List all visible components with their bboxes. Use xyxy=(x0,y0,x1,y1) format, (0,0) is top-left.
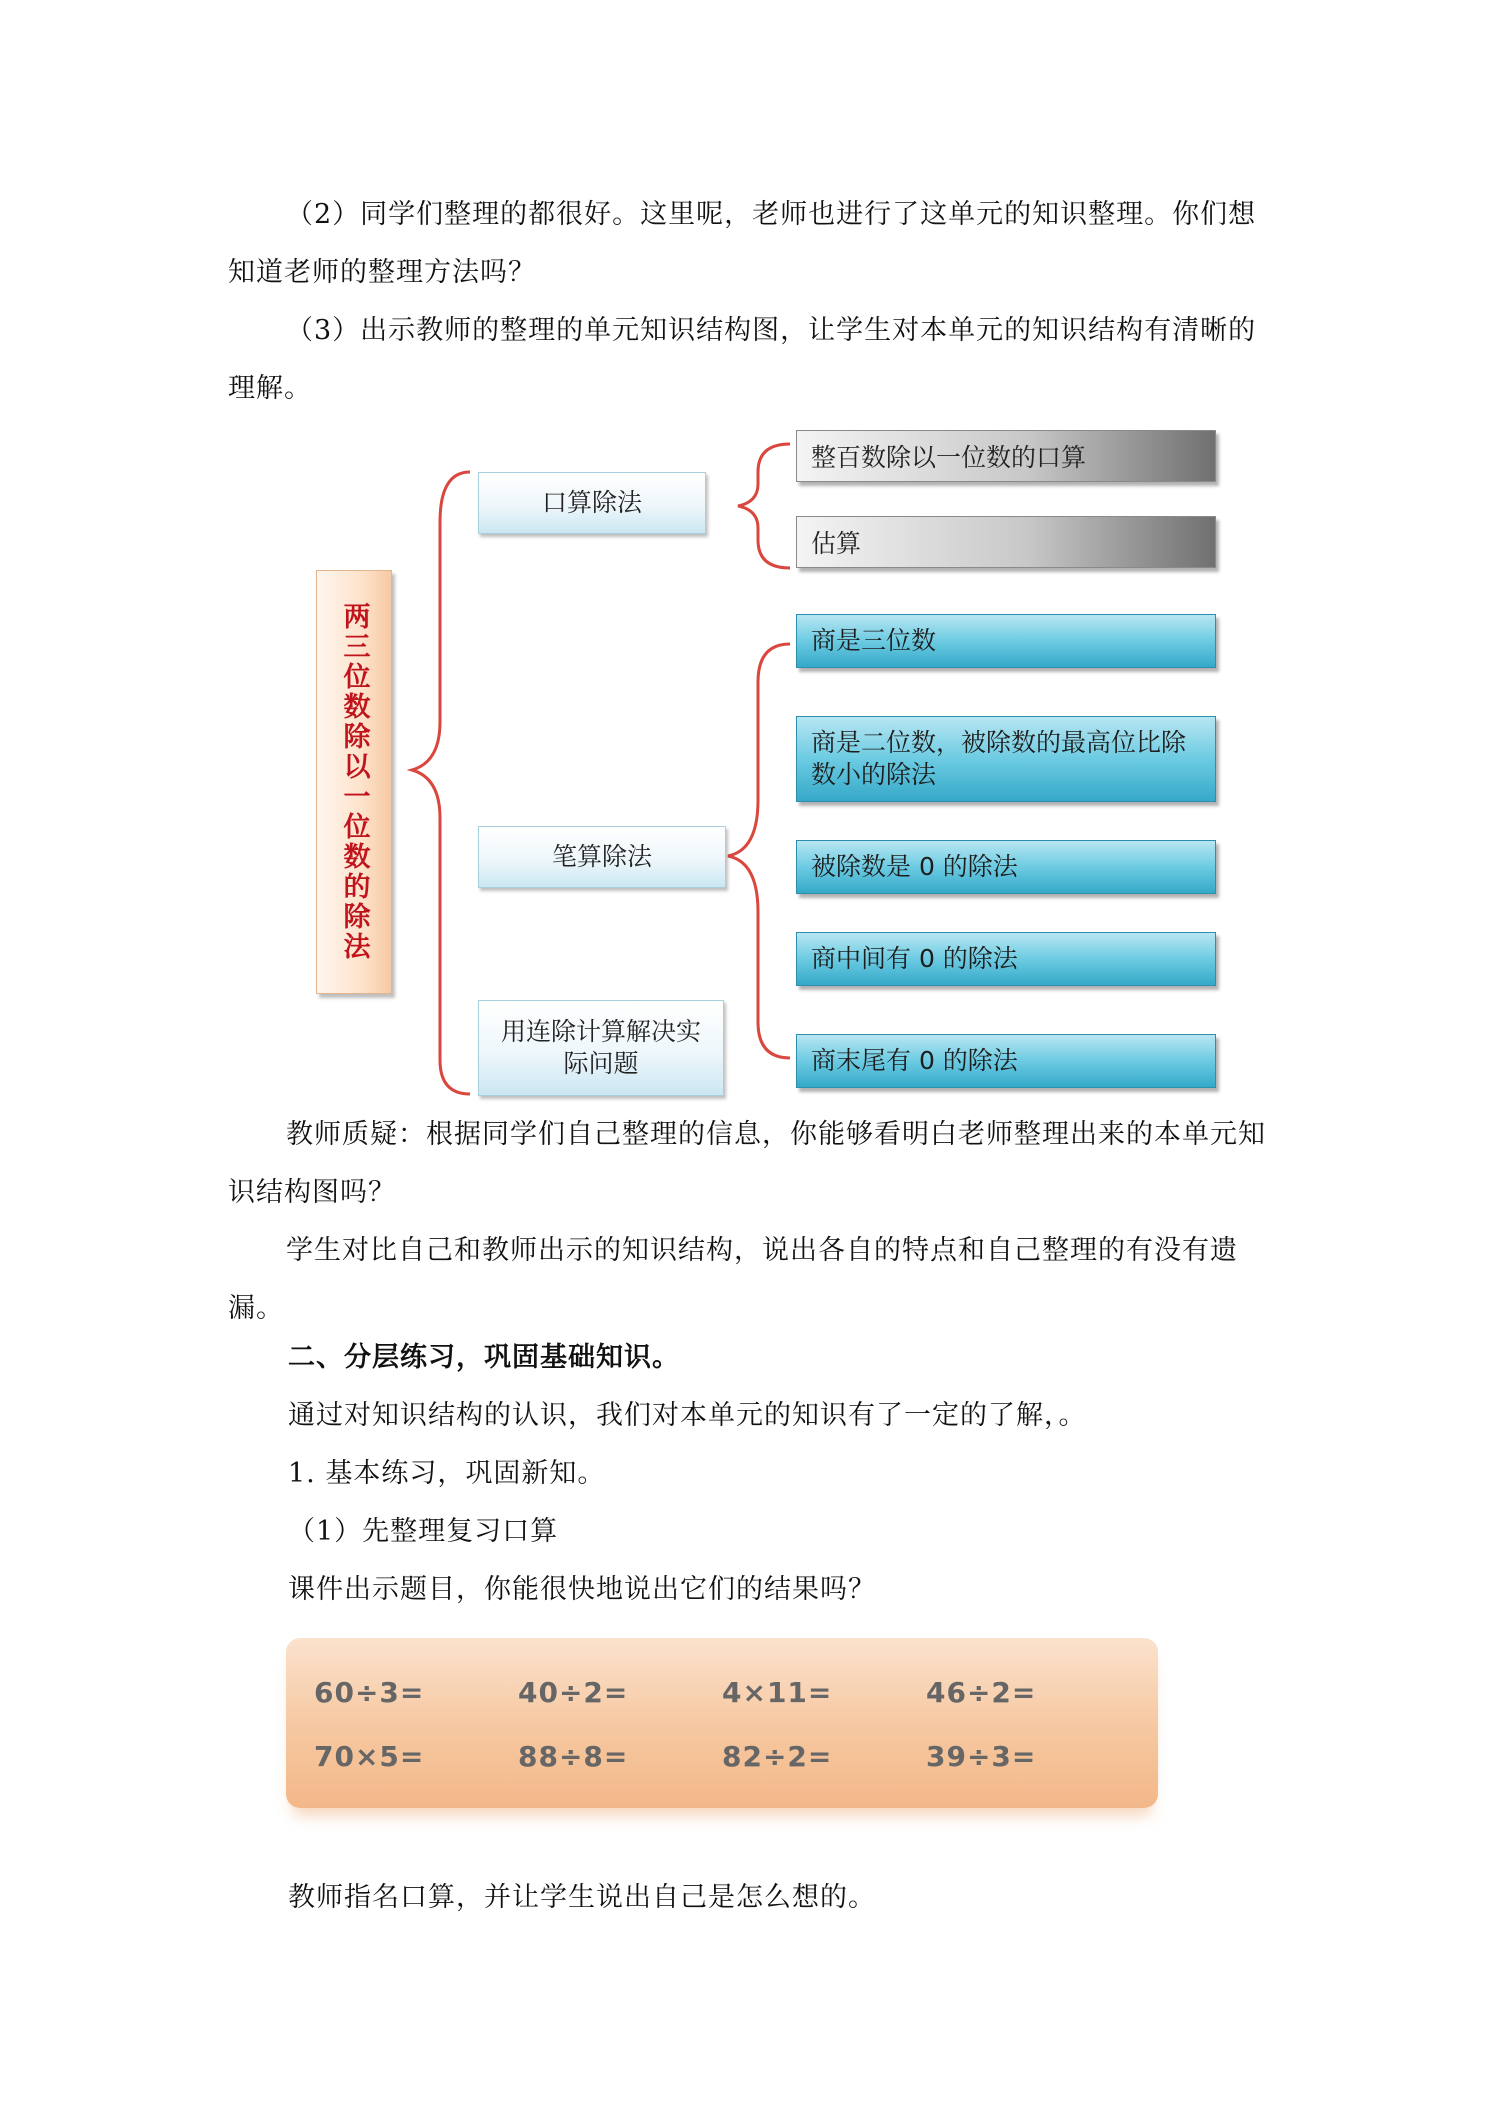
branch-label: 口算除法 xyxy=(541,488,642,517)
exercise-item: 88÷8= xyxy=(518,1740,629,1773)
paragraph-4: 学生对比自己和教师出示的知识结构，说出各自的特点和自己整理的有没有遗漏。 xyxy=(228,1235,1238,1324)
exercise-item: 82÷2= xyxy=(722,1740,833,1773)
written-item-zero-middle xyxy=(796,932,1216,986)
exercise-item: 46÷2= xyxy=(926,1676,1037,1709)
paragraph-3: 教师质疑：根据同学们自己整理的信息，你能够看明白老师整理出来的本单元知识结构图吗？ xyxy=(228,1119,1266,1208)
paragraph-6: 1. 基本练习，巩固新知。 xyxy=(288,1458,606,1489)
written-item-two-digit-quotient xyxy=(796,716,1216,802)
mental-math-exercise-box xyxy=(286,1638,1158,1808)
root-topic-label: 两三位数除以一位数的除法 xyxy=(338,602,370,962)
item-label: 被除数是 0 的除法 xyxy=(811,852,1018,881)
written-item-three-digit-quotient xyxy=(796,614,1216,668)
exercise-item: 39÷3= xyxy=(926,1740,1037,1773)
paragraph-2: （3）出示教师的整理的单元知识结构图，让学生对本单元的知识结构有清晰的理解。 xyxy=(228,315,1257,404)
root-topic-box xyxy=(316,570,392,994)
paragraph-9: 教师指名口算，并让学生说出自己是怎么想的。 xyxy=(288,1882,876,1913)
knowledge-structure-diagram xyxy=(300,432,1260,1112)
section-heading: 二、分层练习，巩固基础知识。 xyxy=(288,1342,680,1373)
written-item-zero-end xyxy=(796,1034,1216,1088)
item-label: 商是三位数 xyxy=(811,626,937,655)
paragraph-5: 通过对知识结构的认识，我们对本单元的知识有了一定的了解，。 xyxy=(288,1400,1087,1431)
item-label: 整百数除以一位数的口算 xyxy=(811,443,1087,472)
item-label: 商中间有 0 的除法 xyxy=(811,944,1018,973)
exercise-item: 4×11= xyxy=(722,1676,833,1709)
item-label: 商是二位数，被除数的最高位比除数小的除法 xyxy=(811,728,1187,789)
branch-word-problems xyxy=(478,1000,724,1096)
written-item-zero-dividend xyxy=(796,840,1216,894)
branch-label: 用连除计算解决实际问题 xyxy=(500,1017,701,1078)
item-label: 估算 xyxy=(811,529,862,558)
paragraph-8: 课件出示题目，你能很快地说出它们的结果吗？ xyxy=(288,1574,876,1605)
exercise-item: 70×5= xyxy=(314,1740,425,1773)
branch-label: 笔算除法 xyxy=(551,842,652,871)
exercise-item: 40÷2= xyxy=(518,1676,629,1709)
oral-item-hundreds xyxy=(796,430,1216,482)
branch-written-division xyxy=(478,826,726,888)
paragraph-1: （2）同学们整理的都很好。这里呢，老师也进行了这单元的知识整理。你们想知道老师的整理方法吗？ xyxy=(228,199,1257,288)
item-label: 商末尾有 0 的除法 xyxy=(811,1046,1018,1075)
branch-oral-division xyxy=(478,472,706,534)
oral-item-estimation xyxy=(796,516,1216,568)
exercise-item: 60÷3= xyxy=(314,1676,425,1709)
paragraph-7: （1）先整理复习口算 xyxy=(288,1516,559,1547)
